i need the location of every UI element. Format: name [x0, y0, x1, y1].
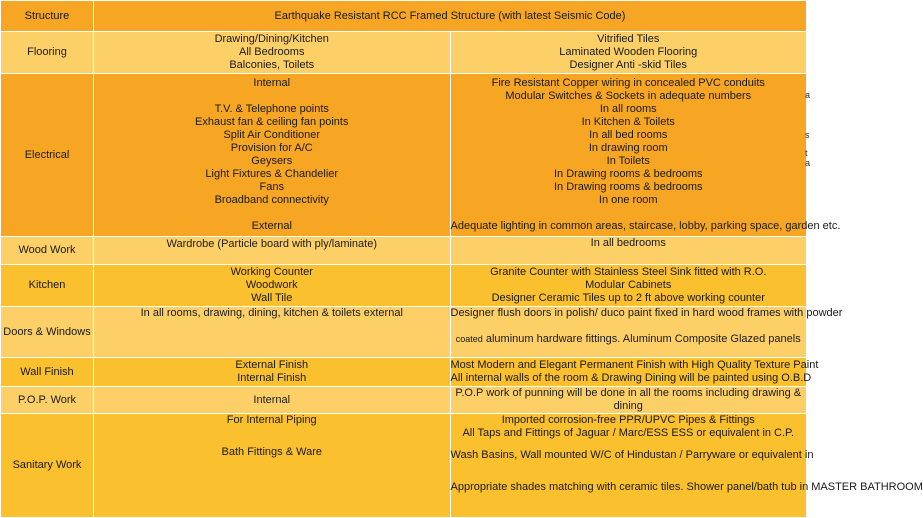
category-wall-finish: Wall Finish — [1, 358, 94, 387]
pop-item: Internal — [94, 387, 451, 414]
list-item: Fans — [259, 181, 284, 193]
list-item: Wall Tile — [251, 292, 293, 304]
category-doors-windows: Doors & Windows — [1, 307, 94, 358]
list-item: All Taps and Fittings of Jaguar / Marc/ESS ESS or equivalent in C.P. — [462, 427, 795, 439]
list-item: Broadband connectivity — [214, 194, 329, 206]
category-sanitary-work: Sanitary Work — [1, 414, 94, 518]
category-woodwork: Wood Work — [1, 237, 94, 265]
electrical-external-label: External — [251, 220, 292, 232]
woodwork-item: Wardrobe (Particle board with ply/laminate) — [166, 237, 377, 250]
row-kitchen — [1, 265, 807, 307]
woodwork-detail-cell — [450, 237, 807, 265]
list-item: Woodwork — [245, 279, 298, 291]
woodwork-detail: In all bedrooms — [590, 237, 666, 249]
edge-mark: a — [805, 158, 811, 168]
doors-detail-cell — [450, 307, 843, 358]
list-item: In Toilets — [606, 155, 650, 167]
row-flooring — [1, 32, 807, 74]
list-item: All Bedrooms — [239, 46, 305, 58]
list-item: In all bed rooms — [589, 129, 668, 141]
sanitary-item-piping: For Internal Piping — [226, 414, 317, 426]
row-woodwork — [1, 237, 807, 265]
category-pop-work: P.O.P. Work — [1, 387, 94, 414]
electrical-items — [94, 74, 451, 237]
list-item: Fire Resistant Copper wiring in concealed PVC conduits — [491, 77, 765, 89]
doors-detail-small: coated — [455, 334, 483, 344]
list-item: T.V. & Telephone points — [214, 103, 329, 115]
electrical-details — [450, 74, 841, 237]
flooring-items — [94, 32, 451, 74]
wallfinish-details — [450, 358, 819, 387]
list-item: Designer Ceramic Tiles up to 2 ft above working counter — [491, 292, 765, 304]
category-flooring: Flooring — [1, 32, 94, 74]
category-electrical: Electrical — [1, 74, 94, 237]
list-item: In all rooms — [599, 103, 657, 115]
row-sanitary-work — [1, 414, 807, 518]
category-kitchen: Kitchen — [1, 265, 94, 307]
list-item: Drawing/Dining/Kitchen — [214, 33, 329, 45]
list-item: In one room — [598, 194, 658, 206]
edge-mark: t — [805, 148, 808, 158]
list-item: External Finish — [235, 359, 309, 371]
edge-mark: a — [805, 90, 811, 100]
list-item: Laminated Wooden Flooring — [559, 46, 698, 58]
doors-item-cell — [94, 307, 451, 358]
sanitary-bath-detail: Wash Basins, Wall mounted W/C of Hindustan / Parryware or equivalent in — [450, 449, 814, 461]
list-item: Working Counter — [230, 266, 313, 278]
list-item: Designer Anti -skid Tiles — [569, 59, 687, 71]
flooring-details — [450, 32, 807, 74]
list-item: In Drawing rooms & bedrooms — [553, 181, 703, 193]
kitchen-details — [450, 265, 807, 307]
pop-detail: P.O.P work of punning will be done in all the rooms including drawing & dining — [450, 387, 807, 414]
doors-detail-line1: Designer flush doors in polish/ duco paint fixed in hard wood frames with powder — [450, 307, 843, 319]
list-item: Light Fixtures & Chandelier — [205, 168, 339, 180]
list-item: Vitrified Tiles — [597, 33, 660, 45]
row-wall-finish — [1, 358, 807, 387]
list-item: Modular Switches & Sockets in adequate numbers — [505, 90, 752, 102]
row-electrical — [1, 74, 807, 237]
list-item: Imported corrosion-free PPR/UPVC Pipes & Fittings — [501, 414, 755, 426]
wallfinish-items — [94, 358, 451, 387]
row-doors-windows — [1, 307, 807, 358]
list-item: Granite Counter with Stainless Steel Sink fitted with R.O. — [490, 266, 767, 278]
list-item: Split Air Conditioner — [223, 129, 321, 141]
list-item: Most Modern and Elegant Permanent Finish with High Quality Texture Paint — [450, 359, 819, 371]
list-item: In Kitchen & Toilets — [581, 116, 675, 128]
list-item: In drawing room — [588, 142, 668, 154]
list-item: Balconies, Toilets — [229, 59, 315, 71]
doors-detail-rest: aluminum hardware fittings. Aluminum Composite Glazed panels — [482, 333, 801, 345]
list-item: Provision for A/C — [230, 142, 313, 154]
list-item: In Drawing rooms & bedrooms — [553, 168, 703, 180]
list-item: Geysers — [251, 155, 293, 167]
sanitary-items — [94, 414, 451, 518]
woodwork-item-cell — [94, 237, 451, 265]
electrical-internal-label: Internal — [253, 77, 291, 89]
sanitary-item-bath: Bath Fittings & Ware — [221, 446, 322, 458]
doors-detail-line2 — [451, 333, 807, 346]
sanitary-details — [450, 414, 923, 518]
edge-mark: s — [805, 130, 810, 140]
list-item: Modular Cabinets — [585, 279, 672, 291]
category-structure: Structure — [1, 1, 94, 32]
list-item: Exhaust fan & ceiling fan points — [195, 116, 349, 128]
doors-item: In all rooms, drawing, dining, kitchen & toilets external — [140, 307, 403, 319]
list-item: Internal Finish — [237, 372, 307, 384]
row-pop-work — [1, 387, 807, 414]
electrical-external-detail: Adequate lighting in common areas, staircase, lobby, parking space, garden etc. — [450, 220, 841, 232]
kitchen-items — [94, 265, 451, 307]
sanitary-shades-detail: Appropriate shades matching with ceramic tiles. Shower panel/bath tub in MASTER BATHROOM — [450, 481, 923, 493]
list-item: All internal walls of the room & Drawing Dining will be painted using O.B.D — [450, 372, 812, 384]
row-structure — [1, 1, 807, 32]
structure-detail: Earthquake Resistant RCC Framed Structure (with latest Seismic Code) — [94, 1, 807, 32]
